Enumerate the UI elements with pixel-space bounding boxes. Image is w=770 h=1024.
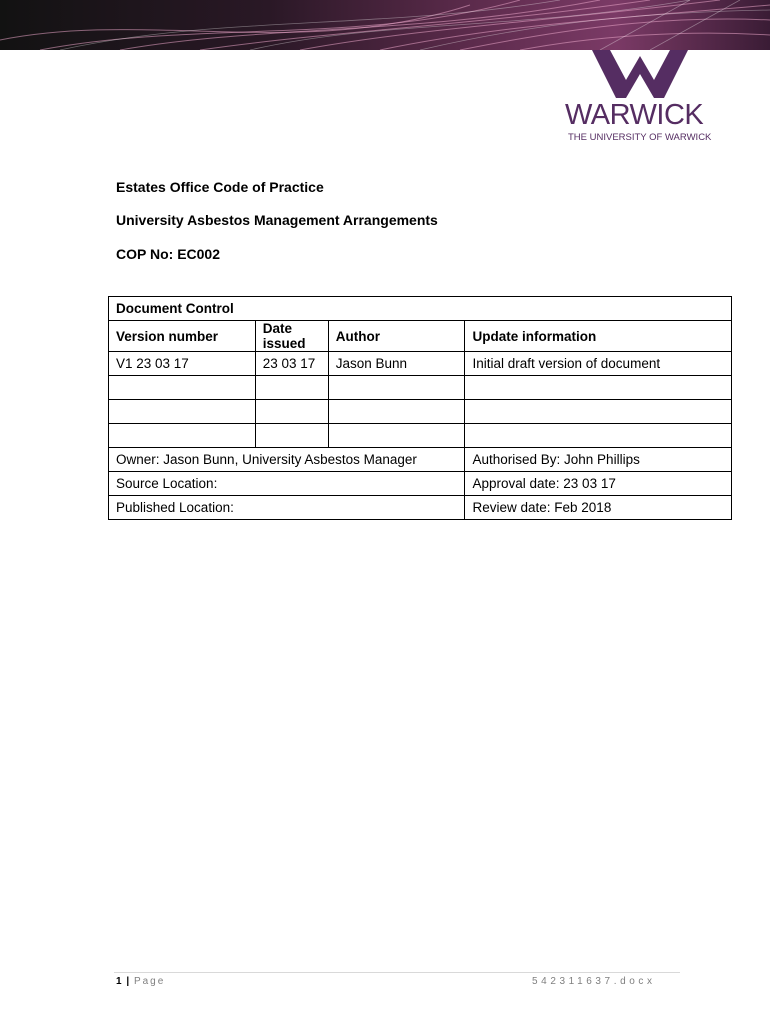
column-header: Author (328, 321, 465, 352)
table-cell: Initial draft version of document (465, 352, 732, 376)
table-cell (255, 376, 328, 400)
table-title-row (109, 297, 732, 321)
table-row (109, 352, 732, 376)
owner-row (109, 448, 732, 472)
owner-cell: Owner: Jason Bunn, University Asbestos Manager (109, 448, 465, 472)
source-row (109, 472, 732, 496)
table-row (109, 424, 732, 448)
column-header: Version number (109, 321, 256, 352)
page-number: 1 (116, 976, 122, 987)
column-header: Date issued (255, 321, 328, 352)
table-header-row (109, 321, 732, 352)
table-cell (465, 400, 732, 424)
published-row (109, 496, 732, 520)
column-header: Update information (465, 321, 732, 352)
page-indicator (116, 976, 165, 987)
cop-number: COP No: EC002 (116, 246, 220, 262)
logo-subtitle: THE UNIVERSITY OF WARWICK (568, 132, 712, 143)
footer-divider (114, 972, 680, 973)
table-cell (109, 376, 256, 400)
table-row (109, 376, 732, 400)
footer-filename: 542311637.docx (532, 976, 656, 987)
logo-wordmark: WARWICK (565, 99, 704, 131)
table-cell (328, 424, 465, 448)
document-title: Estates Office Code of Practice (116, 179, 324, 195)
table-cell (465, 376, 732, 400)
warwick-logo-mark-icon (592, 50, 688, 98)
table-cell (109, 424, 256, 448)
table-cell (255, 400, 328, 424)
table-cell (109, 400, 256, 424)
approval-date-cell: Approval date: 23 03 17 (465, 472, 732, 496)
table-cell: V1 23 03 17 (109, 352, 256, 376)
document-control-table (108, 296, 732, 520)
published-location-cell: Published Location: (109, 496, 465, 520)
table-cell (465, 424, 732, 448)
warwick-logo (560, 50, 720, 145)
table-title: Document Control (109, 297, 732, 321)
header-banner (0, 0, 770, 50)
source-location-cell: Source Location: (109, 472, 465, 496)
table-cell: 23 03 17 (255, 352, 328, 376)
table-cell: Jason Bunn (328, 352, 465, 376)
table-cell (328, 376, 465, 400)
authorised-by-cell: Authorised By: John Phillips (465, 448, 732, 472)
review-date-cell: Review date: Feb 2018 (465, 496, 732, 520)
page-separator: | (126, 976, 130, 987)
table-cell (255, 424, 328, 448)
page-label: Page (133, 976, 166, 987)
table-row (109, 400, 732, 424)
table-cell (328, 400, 465, 424)
banner-artwork (0, 0, 770, 50)
document-subtitle: University Asbestos Management Arrangements (116, 212, 438, 228)
